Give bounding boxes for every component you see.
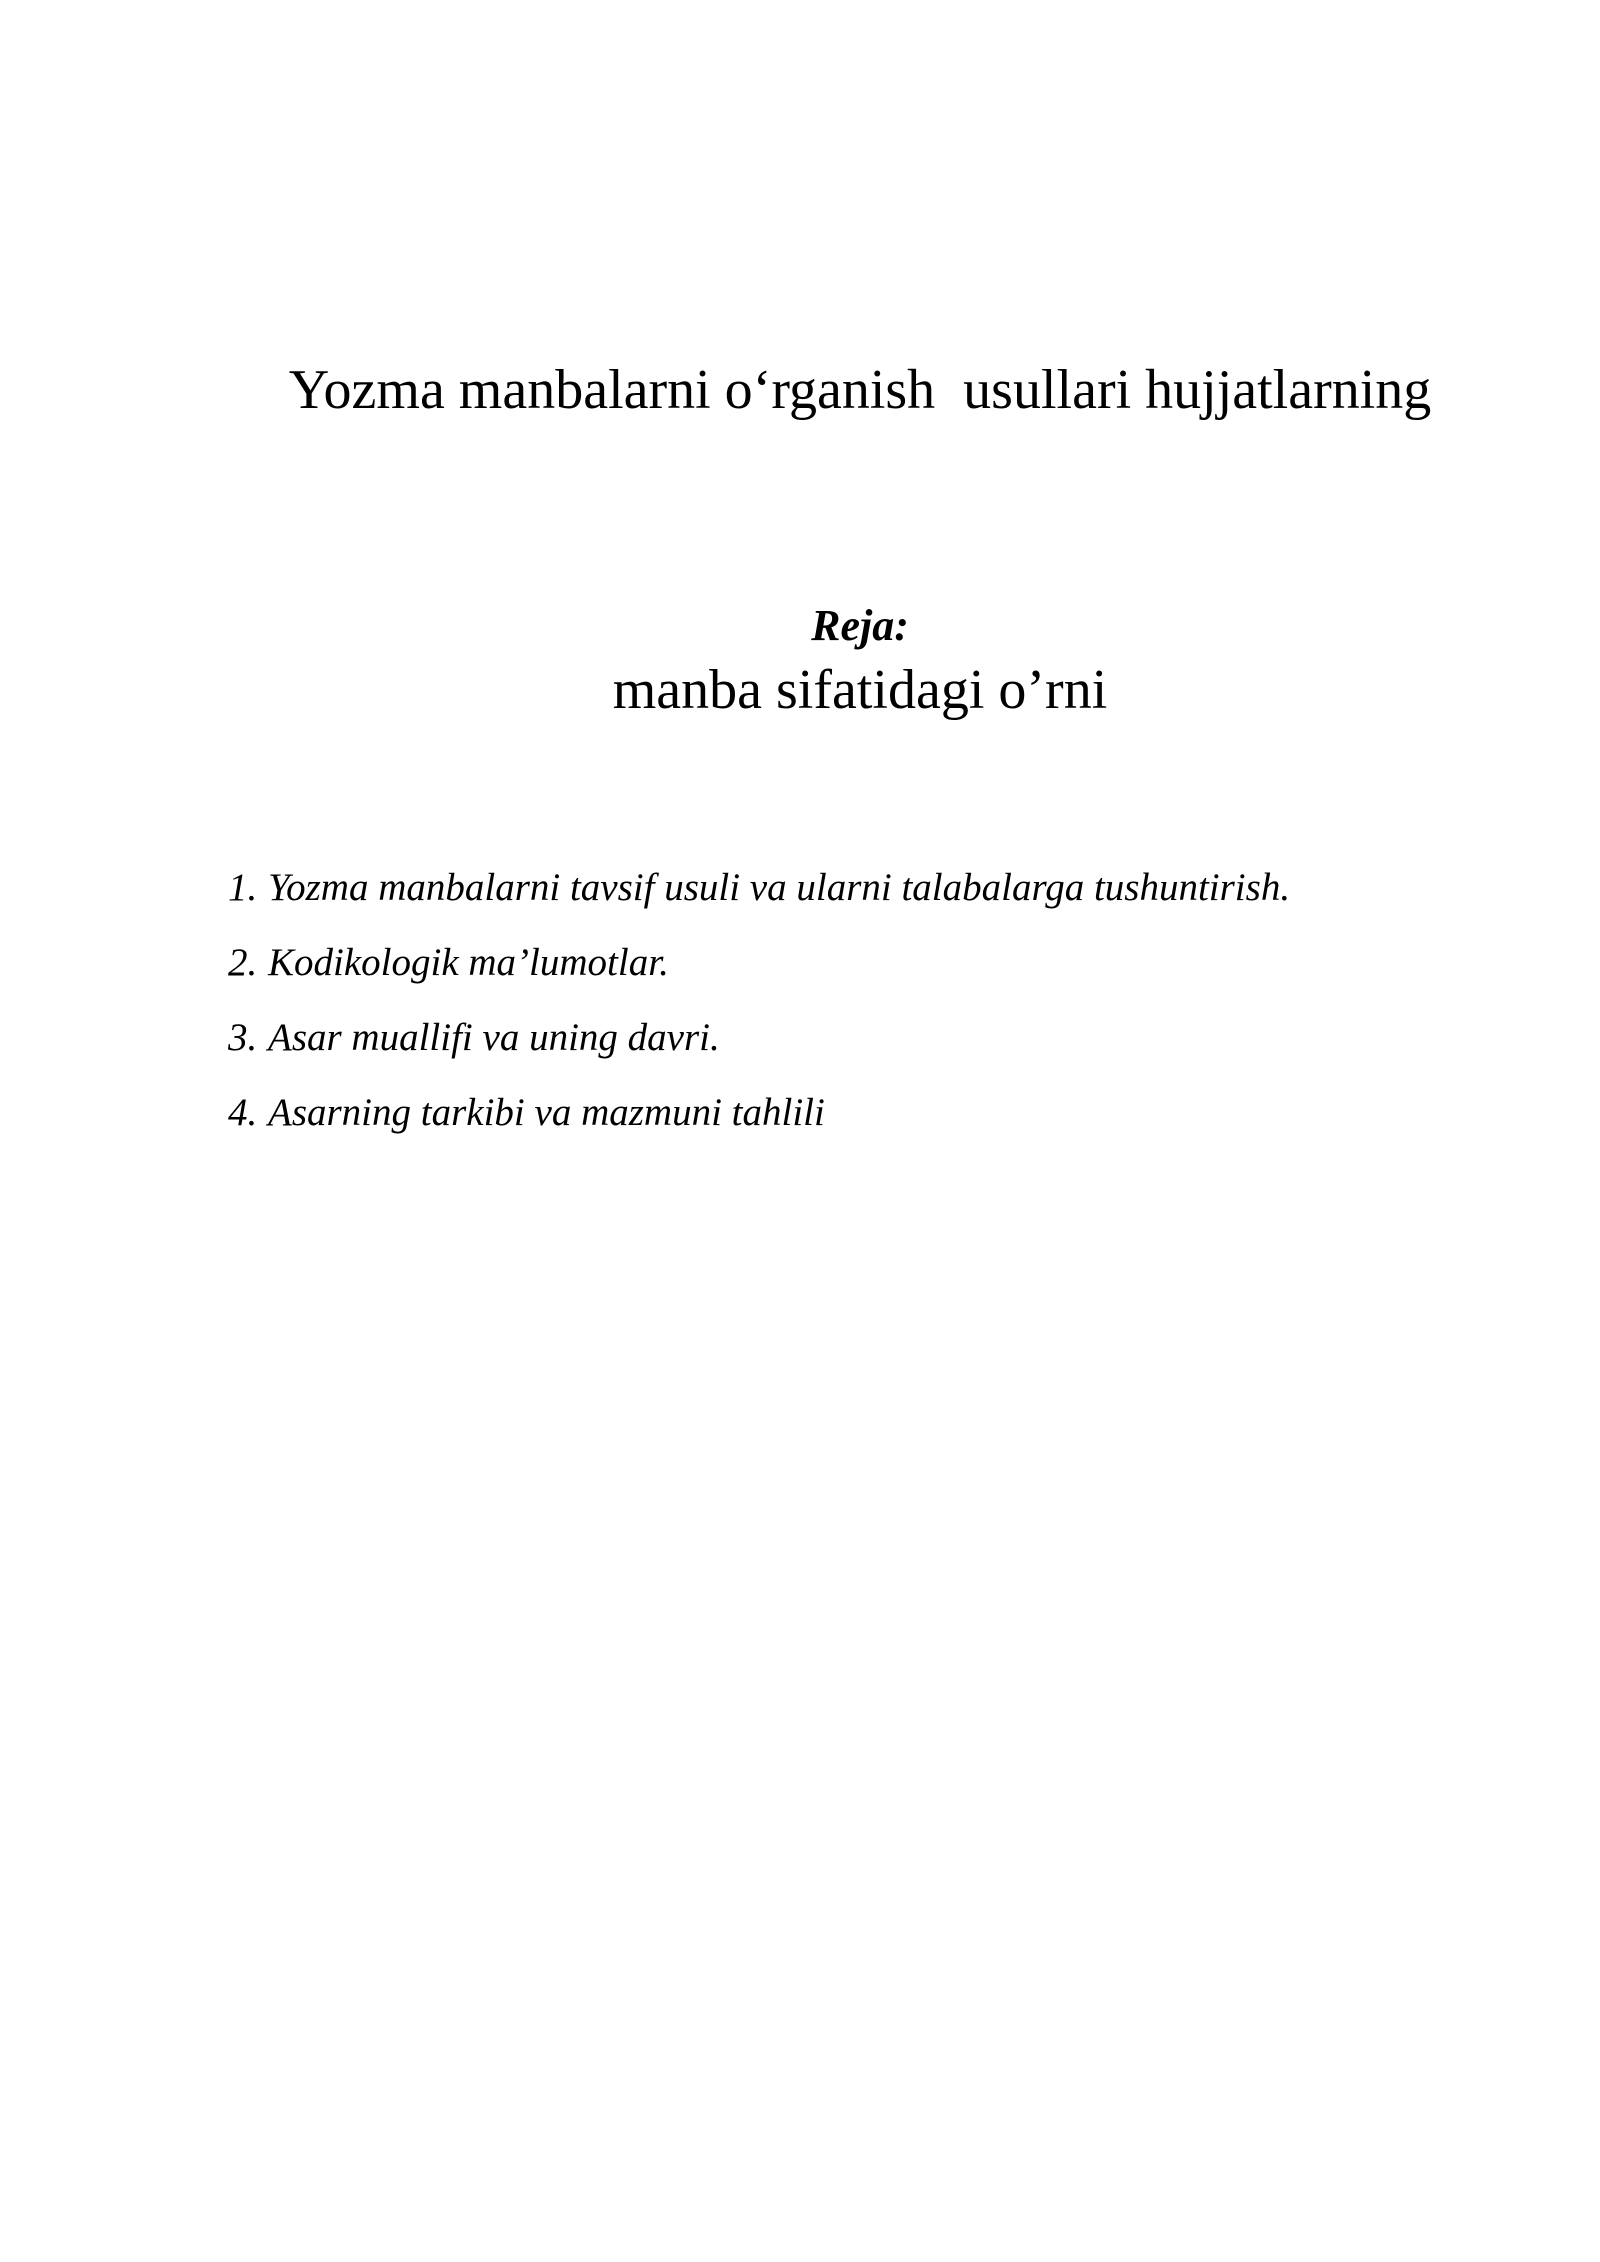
plan-item-text: Yozma manbalarni tavsif usuli va ularni talabalarga tushuntirish. — [268, 866, 1291, 909]
plan-item — [228, 850, 1290, 925]
plan-list — [228, 850, 1290, 1150]
title-line-2: manba sifatidagi o’rni — [612, 659, 1108, 721]
plan-heading: Reja: — [811, 601, 909, 650]
plan-item — [228, 1000, 1290, 1075]
plan-item — [228, 1075, 1290, 1150]
plan-item-text: Kodikologik ma’lumotlar. — [268, 941, 669, 984]
plan-item-number: 4. — [228, 1091, 258, 1134]
plan-item-number: 3. — [228, 1016, 258, 1059]
plan-item-number: 1. — [228, 866, 258, 909]
plan-item-text: Asarning tarkibi va mazmuni tahlili — [268, 1091, 825, 1134]
plan-item-number: 2. — [228, 941, 258, 984]
title-line-1: Yozma manbalarni o‘rganish usullari hujjatlarning — [288, 359, 1432, 421]
document-title — [200, 140, 1520, 940]
plan-item — [228, 925, 1290, 1000]
plan-item-text: Asar muallifi va uning davri. — [268, 1016, 720, 1059]
